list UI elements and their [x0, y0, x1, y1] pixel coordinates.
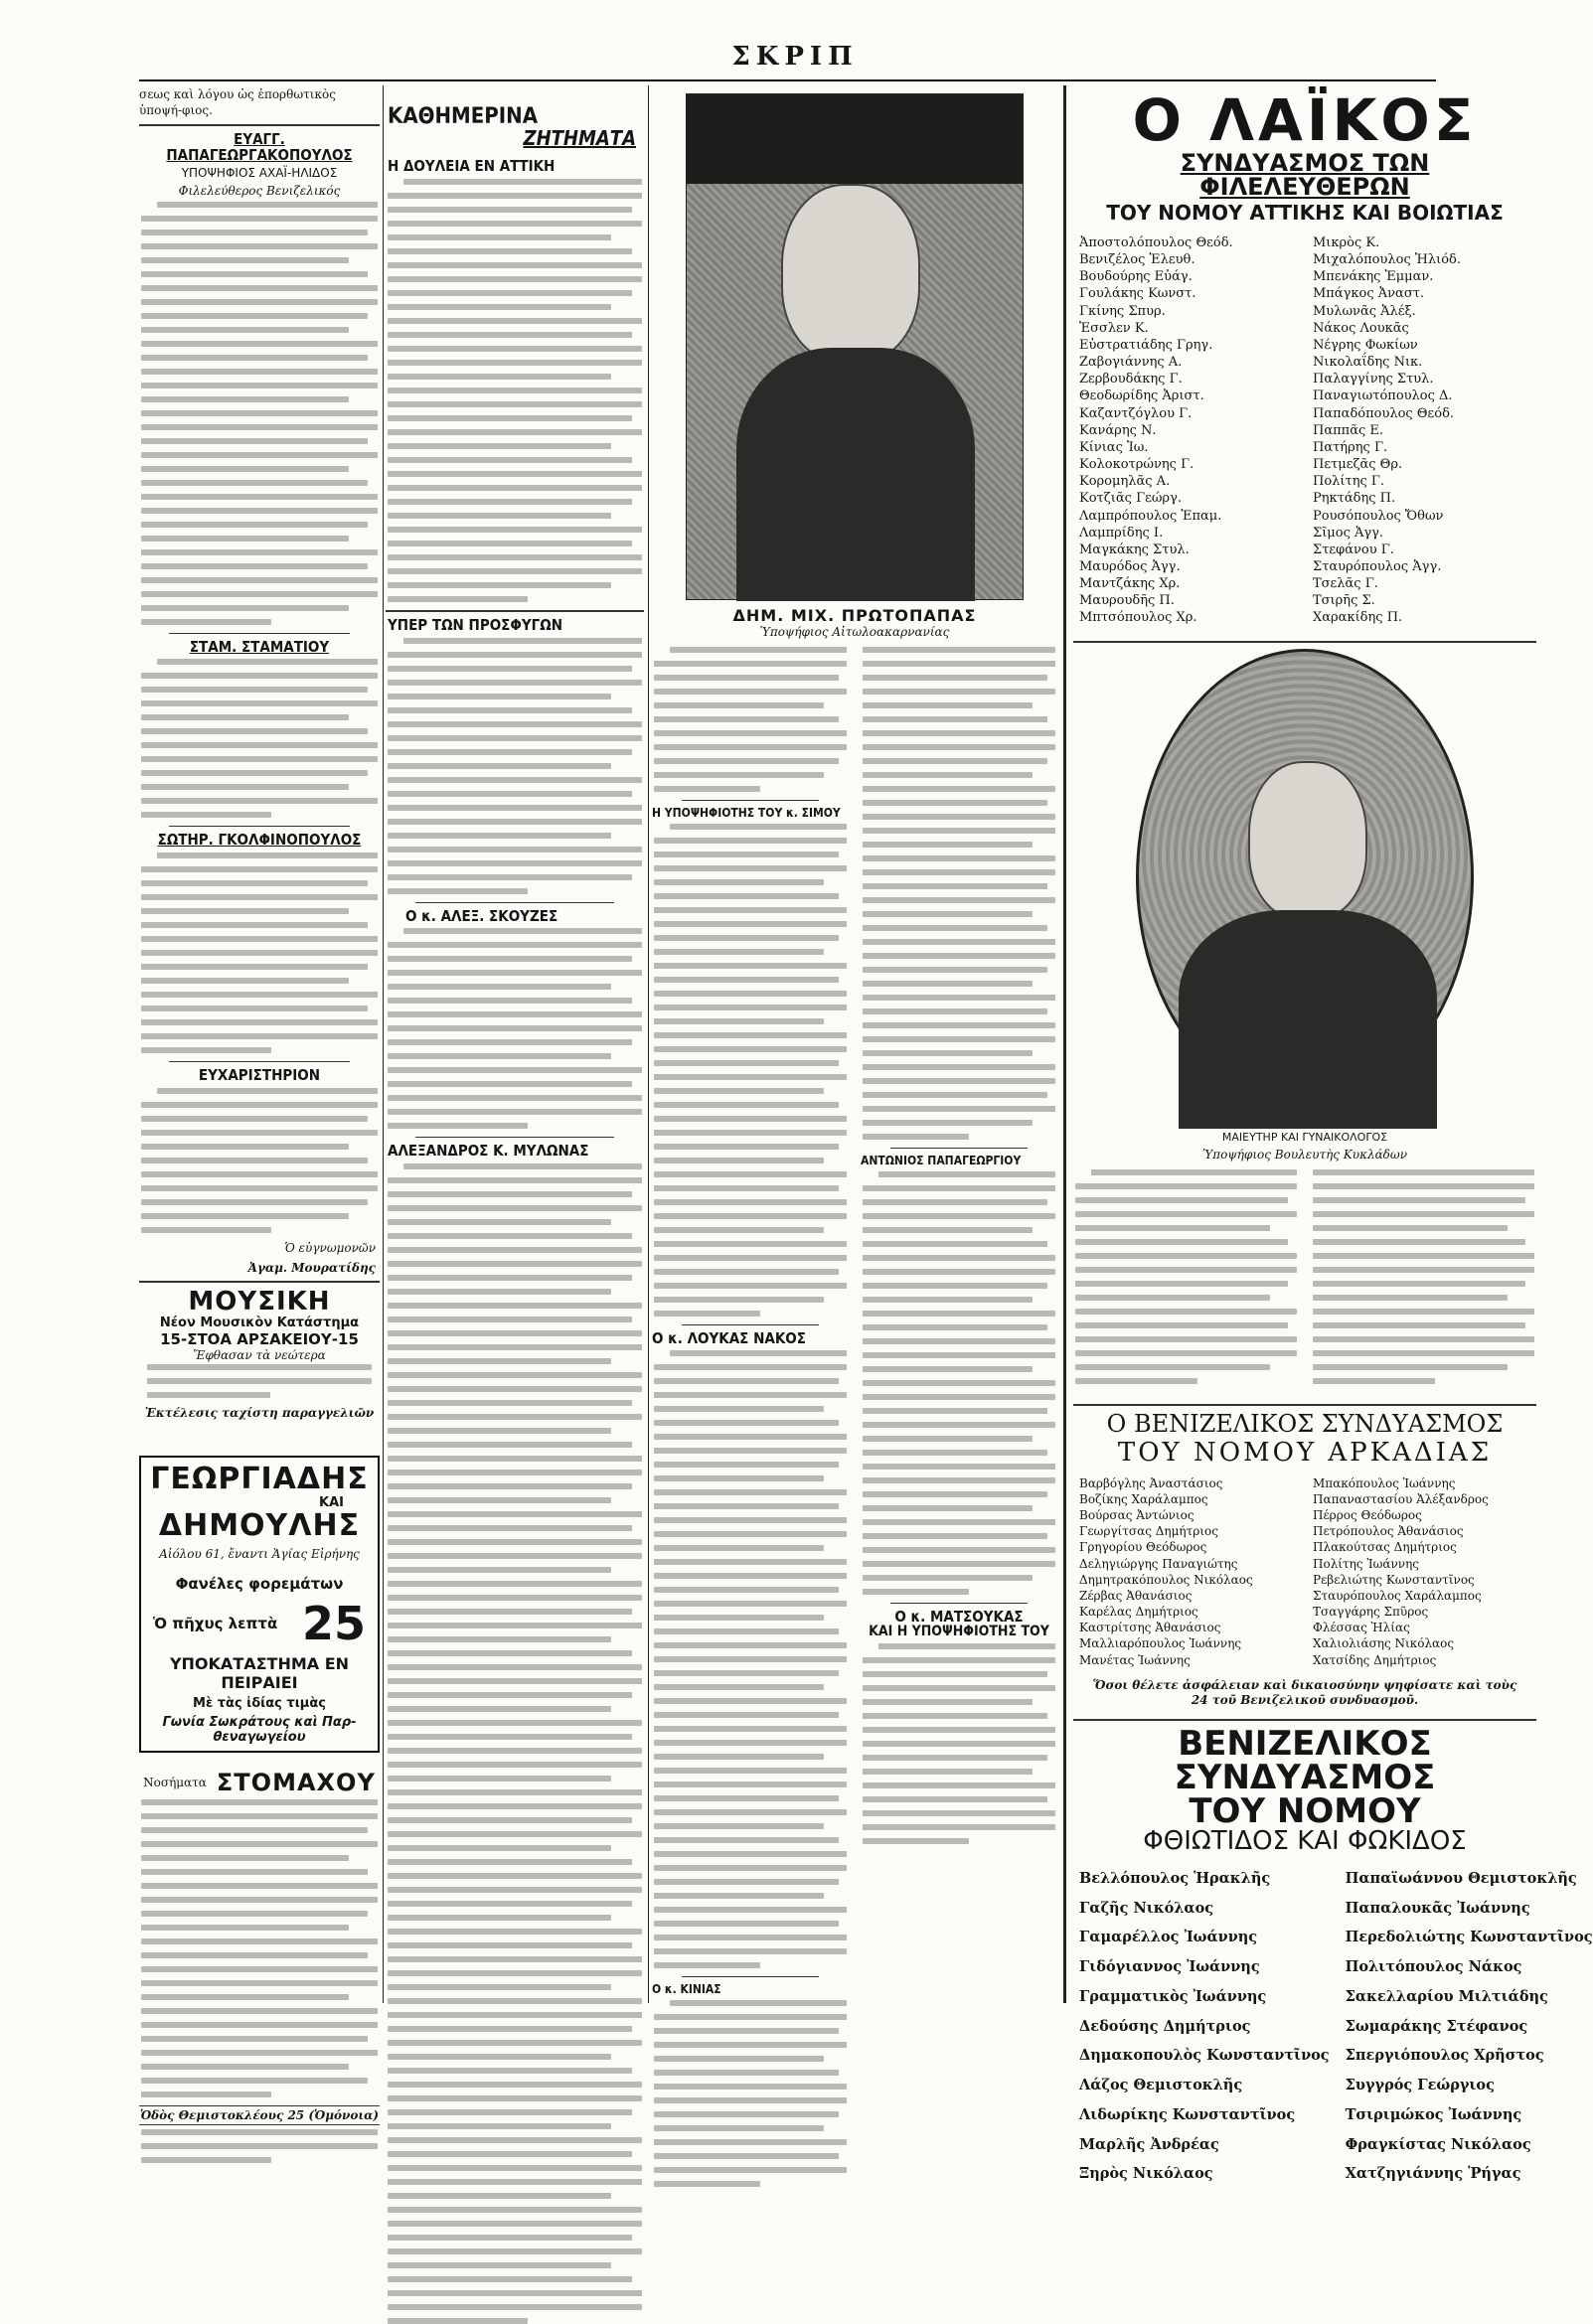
- article-body: [654, 824, 847, 1317]
- ad-branch: ΥΠΟΚΑΤΑΣΤΗΜΑ ΕΝ ΠΕΙΡΑΙΕΙ: [169, 1654, 350, 1693]
- photo-subcaption: Ὑποψήφιος Αἰτωλοακαρνανίας: [759, 625, 950, 639]
- article-body: [388, 179, 642, 602]
- candidate-name: Παλαγγίνης Στυλ.: [1313, 372, 1434, 387]
- candidate-name: Γαμαρέλλος Ἰωάννης: [1079, 1929, 1258, 1946]
- signature: Ὁ εὐγνωμονῶν: [284, 1240, 376, 1255]
- candidate-name: Κίνιας Ἰω.: [1079, 439, 1149, 455]
- candidate-name: Ἀποστολόπουλος Θεόδ.: [1079, 235, 1233, 250]
- candidate-name: Σακελλαρίου Μιλτιάδης: [1345, 1987, 1548, 2005]
- portrait-face: [1248, 761, 1367, 920]
- candidate-name: Εὐστρατιάδης Γρηγ.: [1079, 337, 1213, 353]
- article-title: ΕΥΑΓΓ. ΠΑΠΑΓΕΩΡΓΑΚΟΠΟΥΛΟΣ: [166, 130, 353, 164]
- candidate-name: Λιδωρίκης Κωνσταντῖνος: [1079, 2105, 1296, 2123]
- candidate-name: Μπτσόπουλος Χρ.: [1079, 610, 1197, 626]
- candidate-name: Πατήρης Γ.: [1313, 439, 1388, 455]
- candidate-name: Ρηκτάδης Π.: [1313, 491, 1396, 507]
- candidate-name: Παπαναστασίου Ἀλέξανδρος: [1313, 1491, 1489, 1506]
- candidate-name: Θεοδωρίδης Ἀριστ.: [1079, 388, 1204, 404]
- article-title: ΣΤΑΜ. ΣΤΑΜΑΤΙΟΥ: [189, 637, 330, 656]
- portrait-face: [781, 184, 920, 363]
- stomach-ad-body: [141, 1799, 378, 2097]
- candidate-name: Φραγκίστας Νικόλαος: [1345, 2135, 1531, 2153]
- candidate-name: Μαλλιαρόπουλος Ἰωάννης: [1079, 1636, 1242, 1651]
- candidate-name: Παπαδόπουλος Θεόδ.: [1313, 405, 1455, 421]
- article-title: Ο κ. ΑΛΕΞ. ΣΚΟΥΖΕΣ: [405, 906, 558, 925]
- candidate-name: Σταυρόπουλος Χαράλαμπος: [1313, 1588, 1482, 1603]
- signature: Ἀγαμ. Μουρατίδης: [247, 1260, 376, 1275]
- photo-caption: ΔΗΜ. ΜΙΧ. ΠΡΩΤΟΠΑΠΑΣ: [732, 606, 977, 625]
- continued-text: σεως καὶ λόγου ὡς ἐπορθωτικὸς ὑποψή-φιος.: [139, 87, 336, 117]
- candidate-name: Καστρίτσης Ἀθανάσιος: [1079, 1621, 1221, 1635]
- candidate-name: Γρηγορίου Θεόδωρος: [1079, 1540, 1207, 1555]
- ad-name: ΔΗΜΟΥΛΗΣ: [158, 1507, 361, 1543]
- column-2: [386, 85, 644, 2003]
- article-body: [141, 659, 378, 818]
- ad-item: Φανέλες φορεμάτων: [175, 1575, 344, 1594]
- candidate-name: Ρουσόπουλος Ὄθων: [1313, 508, 1444, 524]
- candidate-name: Μαυρόδος Ἀγγ.: [1079, 558, 1181, 574]
- article-title: ΥΠΕΡ ΤΩΝ ΠΡΟΣΦΥΓΩΝ: [388, 615, 563, 634]
- candidate-name: Βενιζέλος Ἐλευθ.: [1079, 252, 1195, 268]
- candidate-name: Ζαβογιάννης Α.: [1079, 355, 1183, 371]
- candidate-name: Δεληγιώργης Παναγιώτης: [1079, 1556, 1238, 1571]
- article-body: [1075, 1169, 1297, 1392]
- music-ad-line: Ἐκτέλεσις ταχίστη παραγγελιῶν: [144, 1406, 375, 1421]
- column-divider: [383, 85, 384, 2003]
- music-ad-line: Ἔφθασαν τὰ νεώτερα: [193, 1348, 326, 1363]
- column-divider: [1063, 85, 1066, 2003]
- candidate-name: Σωμαράκης Στέφανος: [1345, 2017, 1528, 2035]
- candidate-name: Χαλιολιάσης Νικόλαος: [1313, 1636, 1455, 1651]
- candidate-name: Γκίνης Σπυρ.: [1079, 303, 1166, 319]
- candidate-name: Ζερβουδάκης Γ.: [1079, 372, 1183, 387]
- ad-prefix: Νοσήματα: [143, 1776, 207, 1790]
- candidate-name: Παππᾶς Ε.: [1313, 422, 1384, 438]
- column-1: [139, 85, 380, 2123]
- article-body: [863, 647, 1055, 1140]
- article-title: ΑΛΕΞΑΝΔΡΟΣ Κ. ΜΥΛΩΝΑΣ: [388, 1142, 589, 1161]
- candidate-name: Καρέλας Δημήτριος: [1079, 1605, 1198, 1620]
- article-subtitle: ΥΠΟΨΗΦΙΟΣ ΑΧΑΪ-ΗΛΙΔΟΣ: [181, 165, 338, 180]
- article-title: Ο κ. ΛΟΥΚΑΣ ΝΑΚΟΣ: [652, 1328, 806, 1347]
- candidate-name: Βούρσας Ἀντώνιος: [1079, 1507, 1195, 1522]
- candidate-name: Γραμματικὸς Ἰωάννης: [1079, 1987, 1267, 2005]
- georgiadis-dimoulis-ad: [139, 1456, 380, 1753]
- masthead-rule: [139, 79, 1436, 81]
- candidate-name: Σπεργιόπουλος Χρῆστος: [1345, 2047, 1544, 2065]
- article-body: [863, 1171, 1055, 1595]
- candidate-name: Παπαλουκᾶς Ἰωάννης: [1345, 1899, 1530, 1917]
- candidate-name: Νέγρης Φωκίων: [1313, 337, 1418, 353]
- candidate-name: Σῖμος Ἀγγ.: [1313, 525, 1384, 541]
- candidate-name: Λαμπρίδης Ι.: [1079, 525, 1164, 541]
- candidate-name: Χατσίδης Δημήτριος: [1313, 1652, 1437, 1667]
- article-body: [654, 2000, 847, 2187]
- candidate-name: Παναγιωτόπουλος Δ.: [1313, 388, 1453, 404]
- candidate-name: Κορομηλᾶς Α.: [1079, 474, 1171, 490]
- arcadia-candidate-list: [1073, 1472, 1536, 1672]
- candidate-name: Δεδούσης Δημήτριος: [1079, 2017, 1251, 2035]
- stomach-ad-title: ΣΤΟΜΑΧΟΥ: [216, 1769, 376, 1797]
- candidate-name: Μπενάκης Ἐμμαν.: [1313, 269, 1434, 285]
- candidate-name: Δημητρακόπουλος Νικόλαος: [1079, 1572, 1253, 1587]
- candidate-name: Ρεβελιώτης Κωνσταντῖνος: [1313, 1572, 1475, 1587]
- candidate-name: Χατζηγιάννης Ῥήγας: [1345, 2165, 1521, 2183]
- article-body: [141, 2129, 378, 2163]
- candidate-name: Βοζίκης Χαράλαμπος: [1079, 1491, 1208, 1506]
- article-body: [141, 202, 378, 625]
- candidate-name: Πετμεζᾶς Θρ.: [1313, 457, 1403, 473]
- candidate-name: Κοτζιᾶς Γεώργ.: [1079, 491, 1182, 507]
- article-title: ΚΑΙ Η ΥΠΟΨΗΦΙΟΤΗΣ ΤΟΥ: [869, 1624, 1049, 1640]
- candidate-name: Βαρβόγλης Ἀναστάσιος: [1079, 1475, 1223, 1490]
- candidate-name: Τσιρῆς Σ.: [1313, 593, 1375, 609]
- column-divider: [648, 85, 649, 2003]
- candidate-photo: [686, 93, 1024, 600]
- ad-address: Γωνία Σωκράτους καὶ Παρ-θεναγωγείου: [162, 1715, 357, 1746]
- article-title: ΕΥΧΑΡΙΣΤΗΡΙΟΝ: [198, 1066, 321, 1085]
- candidate-name: Μυλωνᾶς Ἀλέξ.: [1313, 303, 1416, 319]
- candidate-name: Παπαϊωάννου Θεμιστοκλῆς: [1345, 1870, 1577, 1888]
- section-title: ΚΑΘΗΜΕΡΙΝΑ: [388, 104, 539, 129]
- arcadia-list-subtitle: ΤΟΥ ΝΟΜΟΥ ΑΡΚΑΔΙΑΣ: [1117, 1437, 1493, 1468]
- article-title: Ο κ. ΚΙΝΙΑΣ: [652, 1982, 721, 1997]
- article-body: [388, 638, 642, 894]
- candidate-portrait: [1136, 649, 1474, 1106]
- article-body: [388, 928, 642, 1129]
- masthead: ΣΚΡΙΠ: [731, 42, 859, 72]
- candidate-name: Πέρρος Θεόδωρος: [1313, 1507, 1422, 1522]
- candidate-name: Μπακόπουλος Ἰωάννης: [1313, 1475, 1456, 1490]
- column-3: [652, 85, 1057, 2003]
- section-subtitle: ΖΗΤΗΜΑΤΑ: [523, 126, 636, 151]
- candidate-name: Νικολαΐδης Νικ.: [1313, 355, 1423, 371]
- candidate-name: Νάκος Λουκᾶς: [1313, 320, 1409, 336]
- candidate-name: Χαρακίδης Π.: [1313, 610, 1403, 626]
- attica-list-subtitle: ΤΟΥ ΝΟΜΟΥ ΑΤΤΙΚΗΣ ΚΑΙ ΒΟΙΩΤΙΑΣ: [1106, 201, 1504, 225]
- candidate-name: Γουλάκης Κωνστ.: [1079, 286, 1196, 302]
- portrait-body: [736, 348, 975, 601]
- candidate-name: Δημακοπουλὸς Κωνσταντῖνος: [1079, 2047, 1330, 2065]
- candidate-name: Βελλόπουλος Ἡρακλῆς: [1079, 1870, 1271, 1888]
- candidate-name: Βουδούρης Εὐάγ.: [1079, 269, 1193, 285]
- ad-price: 25: [301, 1597, 366, 1651]
- candidate-name: Πλακούτσας Δημήτριος: [1313, 1540, 1457, 1555]
- stomach-ad-address: Ὁδὸς Θεμιστοκλέους 25 (Ὁμόνοια): [139, 2105, 380, 2125]
- candidate-name: Πολίτης Ἰωάννης: [1313, 1556, 1420, 1571]
- fthiotis-list-subtitle: ΦΘΙΩΤΙΔΟΣ ΚΑΙ ΦΩΚΙΔΟΣ: [1143, 1826, 1467, 1857]
- candidate-name: Μαυρουδῆς Π.: [1079, 593, 1175, 609]
- candidate-name: Λαμπρόπουλος Ἐπαμ.: [1079, 508, 1222, 524]
- attica-candidate-list: [1073, 231, 1536, 631]
- article-tagline: Φιλελεύθερος Βενιζελικός: [178, 183, 341, 198]
- candidate-name: Μαρλῆς Ἀνδρέας: [1079, 2135, 1219, 2153]
- attica-list-title: Ο ΛΑΪΚΟΣ: [1132, 86, 1478, 154]
- fthiotis-list-title: ΒΕΝΙΖΕΛΙΚΟΣ ΣΥΝΔΥΑΣΜΟΣ: [1174, 1724, 1436, 1798]
- candidate-name: Λάζος Θεμιστοκλῆς: [1079, 2077, 1243, 2094]
- candidate-name: Κανάρης Ν.: [1079, 422, 1157, 438]
- column-4: [1073, 85, 1593, 2183]
- article-body: [863, 1643, 1055, 1844]
- music-ad-line: Νέον Μουσικὸν Κατάστημα: [159, 1316, 360, 1331]
- ad-connector: ΚΑΙ: [319, 1494, 344, 1510]
- candidate-name: Μαγκάκης Στυλ.: [1079, 542, 1190, 557]
- candidate-name: Φλέσσας Ἠλίας: [1313, 1621, 1410, 1635]
- fthiotis-list-subtitle: ΤΟΥ ΝΟΜΟΥ: [1189, 1791, 1421, 1832]
- candidate-name: Καζαντζόγλου Γ.: [1079, 405, 1193, 421]
- article-title: Η ΥΠΟΨΗΦΙΟΤΗΣ ΤΟΥ κ. ΣΙΜΟΥ: [652, 806, 841, 820]
- article-title: ΣΩΤΗΡ. ΓΚΟΛΦΙΝΟΠΟΥΛΟΣ: [157, 831, 362, 850]
- candidate-name: Περεδολιώτης Κωνσταντῖνος: [1345, 1929, 1593, 1946]
- article-body: [1313, 1169, 1534, 1392]
- attica-list-subtitle: ΣΥΝΔΥΑΣΜΟΣ ΤΩΝ ΦΙΛΕΛΕΥΘΕΡΩΝ: [1180, 149, 1430, 201]
- article-title: Η ΔΟΥΛΕΙΑ ΕΝ ΑΤΤΙΚΗ: [388, 157, 556, 176]
- ad-note: Μὲ τὰς ἰδίας τιμὰς: [193, 1696, 326, 1712]
- article-body: [654, 647, 847, 792]
- candidate-name: Ἐσσλεν Κ.: [1079, 320, 1149, 336]
- article-body: [388, 1163, 642, 2324]
- music-ad-title: ΜΟΥΣΙΚΗ: [188, 1286, 331, 1317]
- candidate-name: Γιδόγιαννος Ἰωάννης: [1079, 1958, 1260, 1976]
- portrait-body: [1179, 910, 1437, 1129]
- portrait-subcaption: Ὑποψήφιος Βουλευτὴς Κυκλάδων: [1202, 1147, 1407, 1162]
- article-body: [141, 1088, 378, 1233]
- arcadia-footer: Ὅσοι θέλετε ἀσφάλειαν καὶ δικαιοσύνην ψηφίσατε καὶ τοὺς 24 τοῦ Βενιζελικοῦ συνδυασμοῦ.: [1092, 1677, 1517, 1708]
- candidate-name: Στεφάνου Γ.: [1313, 542, 1394, 557]
- candidate-name: Ξηρὸς Νικόλαος: [1079, 2165, 1213, 2183]
- candidate-name: Μπάγκος Ἀναστ.: [1313, 286, 1425, 302]
- music-ad-body: [147, 1364, 372, 1398]
- candidate-name: Σταυρόπουλος Ἀγγ.: [1313, 558, 1442, 574]
- ad-price-label: Ὁ πῆχυς λεπτὰ: [153, 1615, 278, 1633]
- candidate-name: Μικρὸς Κ.: [1313, 235, 1380, 250]
- music-ad-address: 15-ΣΤΟΑ ΑΡΣΑΚΕΙΟΥ-15: [160, 1330, 359, 1349]
- article-body: [141, 852, 378, 1053]
- candidate-name: Πετρόπουλος Ἀθανάσιος: [1313, 1524, 1464, 1539]
- article-title: Ο κ. ΜΑΤΣΟΥΚΑΣ: [894, 1607, 1024, 1626]
- candidate-name: Πολίτης Γ.: [1313, 474, 1385, 490]
- candidate-name: Τσελᾶς Γ.: [1313, 576, 1378, 592]
- candidate-name: Γεωργίτσας Δημήτριος: [1079, 1524, 1218, 1539]
- candidate-name: Μανέτας Ἰωάννης: [1079, 1652, 1191, 1667]
- candidate-name: Τσιριμώκος Ἰωάννης: [1345, 2105, 1522, 2123]
- article-title: ΑΝΤΩΝΙΟΣ ΠΑΠΑΓΕΩΡΓΙΟΥ: [861, 1154, 1022, 1167]
- article-body: [654, 1350, 847, 1968]
- candidate-name: Μιχαλόπουλος Ἠλιόδ.: [1313, 252, 1461, 268]
- portrait-role: ΜΑΙΕΥΤΗΡ ΚΑΙ ΓΥΝΑΙΚΟΛΟΓΟΣ: [1221, 1130, 1388, 1144]
- fthiotis-candidate-list: [1073, 1860, 1593, 2193]
- ad-address: Αἰόλου 61, ἔναντι Ἁγίας Εἰρήνης: [159, 1547, 360, 1562]
- candidate-name: Μαντζάκης Χρ.: [1079, 576, 1181, 592]
- candidate-name: Ζέρβας Ἀθανάσιος: [1079, 1588, 1193, 1603]
- candidate-name: Πολιτόπουλος Νάκος: [1345, 1958, 1522, 1976]
- candidate-name: Γαζῆς Νικόλαος: [1079, 1899, 1214, 1917]
- candidate-name: Κολοκοτρώνης Γ.: [1079, 457, 1195, 473]
- candidate-name: Συγγρός Γεώργιος: [1345, 2077, 1495, 2094]
- candidate-name: Τσαγγάρης Σπῦρος: [1313, 1605, 1429, 1620]
- ad-name: ΓΕΩΡΓΙΑΔΗΣ: [150, 1462, 369, 1497]
- arcadia-list-title: Ο ΒΕΝΙΖΕΛΙΚΟΣ ΣΥΝΔΥΑΣΜΟΣ: [1106, 1409, 1504, 1438]
